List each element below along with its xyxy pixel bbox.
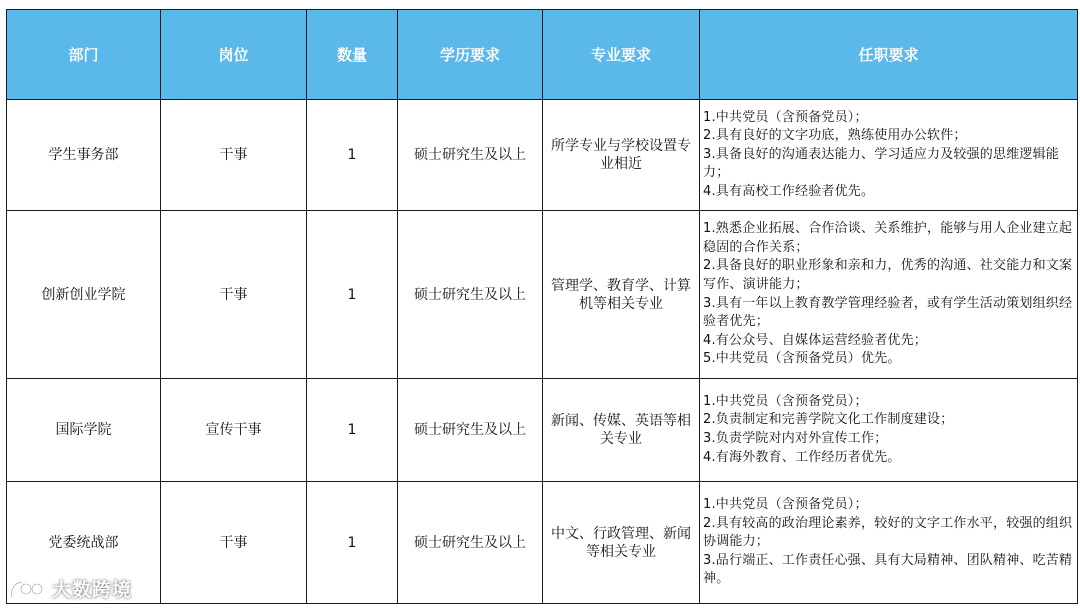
cell-dept: 党委统战部 — [7, 482, 161, 604]
cell-major: 管理学、教育学、计算机等相关专业 — [543, 211, 700, 379]
cell-dept: 国际学院 — [7, 379, 161, 482]
requirement-item: 1.中共党员（含预备党员）； — [703, 109, 868, 125]
table-row — [7, 100, 1078, 211]
cell-count: 1 — [307, 379, 398, 482]
cell-major: 中文、行政管理、新闻等相关专业 — [543, 482, 700, 604]
cell-requirements — [700, 379, 1078, 482]
watermark-text: 大数跨境 — [52, 579, 133, 601]
header-major: 专业要求 — [543, 10, 700, 100]
cell-requirements — [700, 100, 1078, 211]
recruitment-table — [6, 9, 1078, 604]
cell-count: 1 — [307, 100, 398, 211]
requirement-item: 2.具有良好的文字功底，熟练使用办公软件； — [703, 128, 967, 144]
cell-post: 干事 — [161, 211, 307, 379]
cell-post: 宣传干事 — [161, 379, 307, 482]
requirement-item: 2.具有较高的政治理论素养，较好的文字工作水平，较强的组织协调能力； — [703, 515, 1073, 550]
cell-count: 1 — [307, 482, 398, 604]
cell-dept: 创新创业学院 — [7, 211, 161, 379]
cell-requirements — [700, 482, 1078, 604]
header-row — [7, 10, 1078, 100]
cell-dept: 学生事务部 — [7, 100, 161, 211]
requirement-item: 3.具备良好的沟通表达能力、学习适应力及较强的思维逻辑能力； — [703, 146, 1060, 181]
requirement-item: 3.品行端正、工作责任心强、具有大局精神、团队精神、吃苦精神。 — [703, 552, 1073, 587]
requirement-item: 4.有公众号、自媒体运营经验者优先； — [703, 332, 928, 348]
requirement-item: 4.有海外教育、工作经历者优先。 — [703, 449, 901, 465]
cell-major: 新闻、传媒、英语等相关专业 — [543, 379, 700, 482]
table-row — [7, 379, 1078, 482]
table-row — [7, 482, 1078, 604]
cell-count: 1 — [307, 211, 398, 379]
requirement-item: 2.负责制定和完善学院文化工作制度建设； — [703, 412, 954, 428]
table-row — [7, 211, 1078, 379]
cell-education: 硕士研究生及以上 — [398, 211, 543, 379]
header-requirements: 任职要求 — [700, 10, 1078, 100]
cell-major: 所学专业与学校设置专业相近 — [543, 100, 700, 211]
cell-education: 硕士研究生及以上 — [398, 482, 543, 604]
requirement-item: 1.中共党员（含预备党员）； — [703, 393, 868, 409]
cell-education: 硕士研究生及以上 — [398, 100, 543, 211]
requirement-item: 4.具有高校工作经验者优先。 — [703, 183, 875, 199]
requirement-item: 1.中共党员（含预备党员）； — [703, 497, 868, 513]
cell-post: 干事 — [161, 100, 307, 211]
requirement-item: 2.具备良好的职业形象和亲和力，优秀的沟通、社交能力和文案写作、演讲能力； — [703, 258, 1073, 292]
header-dept: 部门 — [7, 10, 161, 100]
header-post: 岗位 — [161, 10, 307, 100]
header-count: 数量 — [307, 10, 398, 100]
requirement-item: 3.具有一年以上教育教学管理经验者，或有学生活动策划组织经验者优先； — [703, 295, 1073, 330]
requirement-item: 1.熟悉企业拓展、合作洽谈、关系维护，能够与用人企业建立起稳固的合作关系； — [703, 221, 1073, 255]
cell-post: 干事 — [161, 482, 307, 604]
watermark-logo-icon — [8, 577, 46, 601]
header-education: 学历要求 — [398, 10, 543, 100]
requirement-item: 5.中共党员（含预备党员）优先。 — [703, 351, 901, 367]
requirement-item: 3.负责学院对内对外宣传工作； — [703, 431, 888, 446]
cell-education: 硕士研究生及以上 — [398, 379, 543, 482]
cell-requirements — [700, 211, 1078, 379]
watermark — [8, 575, 132, 602]
